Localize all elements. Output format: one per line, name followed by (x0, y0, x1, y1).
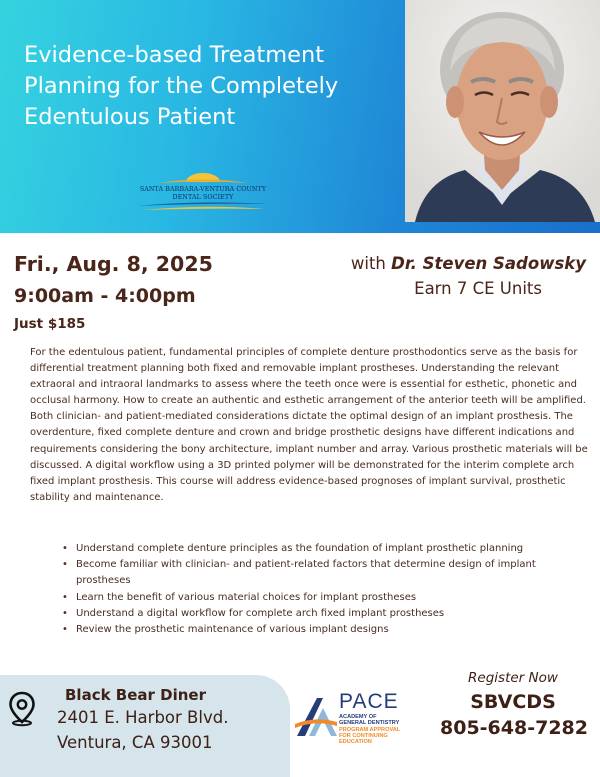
event-price: Just $185 (14, 316, 86, 332)
objective-item: • Review the prosthetic maintenance of various implant designs (62, 622, 562, 638)
objective-item: • Understand a digital workflow for complete arch fixed implant prostheses (62, 606, 562, 622)
register-org: SBVCDS (470, 691, 556, 713)
ce-units: Earn 7 CE Units (414, 279, 542, 298)
pace-line: PROGRAM APPROVAL (339, 726, 401, 733)
event-title (24, 40, 394, 133)
pace-logo (293, 690, 423, 750)
presenter-prefix: with (350, 254, 392, 273)
event-date: Fri., Aug. 8, 2025 (14, 252, 213, 276)
venue-city: Ventura, CA 93001 (57, 733, 213, 752)
dental-society-line: SANTA BARBARA-VENTURA COUNTY (139, 186, 267, 193)
venue-name: Black Bear Diner (65, 686, 206, 704)
event-title-line: Planning for the Completely (24, 73, 339, 99)
venue-street: 2401 E. Harbor Blvd. (57, 708, 229, 727)
event-title-line: Edentulous Patient (24, 104, 236, 130)
objective-item: • Become familiar with clinician- and patient-related factors that determine design of implant prostheses (62, 557, 562, 589)
register-phone: 805-648-7282 (440, 717, 588, 739)
presenter-portrait (405, 0, 600, 222)
pace-chevron-logo (293, 694, 339, 740)
event-title-line: Evidence-based Treatment (24, 42, 325, 68)
event-time: 9:00am - 4:00pm (14, 285, 196, 307)
dental-society-name (128, 186, 278, 202)
dental-society-logo (128, 170, 278, 220)
pace-subtitle (339, 714, 429, 745)
presenter-name: Dr. Steven Sadowsky (391, 254, 586, 273)
pace-wordmark: PACE (339, 690, 399, 713)
objective-item: • Learn the benefit of various material choices for implant prostheses (62, 590, 562, 606)
pace-line: GENERAL DENTISTRY (339, 720, 400, 727)
register-label: Register Now (468, 670, 558, 686)
map-pin-icon (8, 691, 36, 727)
dental-society-line: DENTAL SOCIETY (172, 194, 234, 201)
presenter-line (351, 254, 586, 273)
objective-item: • Understand complete denture principles as the foundation of implant prosthetic planning (62, 541, 562, 557)
learning-objectives (62, 541, 562, 638)
presenter-photo (405, 0, 600, 222)
pace-line: FOR CONTINUING (339, 732, 388, 739)
pace-line: ACADEMY OF (339, 714, 377, 720)
pace-line: EDUCATION (339, 739, 372, 746)
header-banner (0, 0, 600, 233)
course-description: For the edentulous patient, fundamental principles of complete denture prosthodontics serve as the basis for differential treatment planning both fixed and removable implant prostheses. Understanding the relevant extraoral and intraoral landmarks to assess where the teeth once were is essential for esthetic, phonetic and occlusal harmony. How to create an authentic and esthetic arrangement of the anterior teeth will be amplified. Both clinician- and patient-mediated considerations dictate the optimal design of an implant prosthesis. The overdenture, fixed complete denture and crown and bridge prosthetic designs have different indications and requirements considering the bony architecture, implant number and array. Various prosthetic materials will be discussed. A digital workflow using a 3D printed polymer will be demonstrated for the interim complete arch fixed implant prosthesis. This course will address evidence-based prognoses of implant survival, prosthetic stability and maintenance. (30, 347, 588, 503)
